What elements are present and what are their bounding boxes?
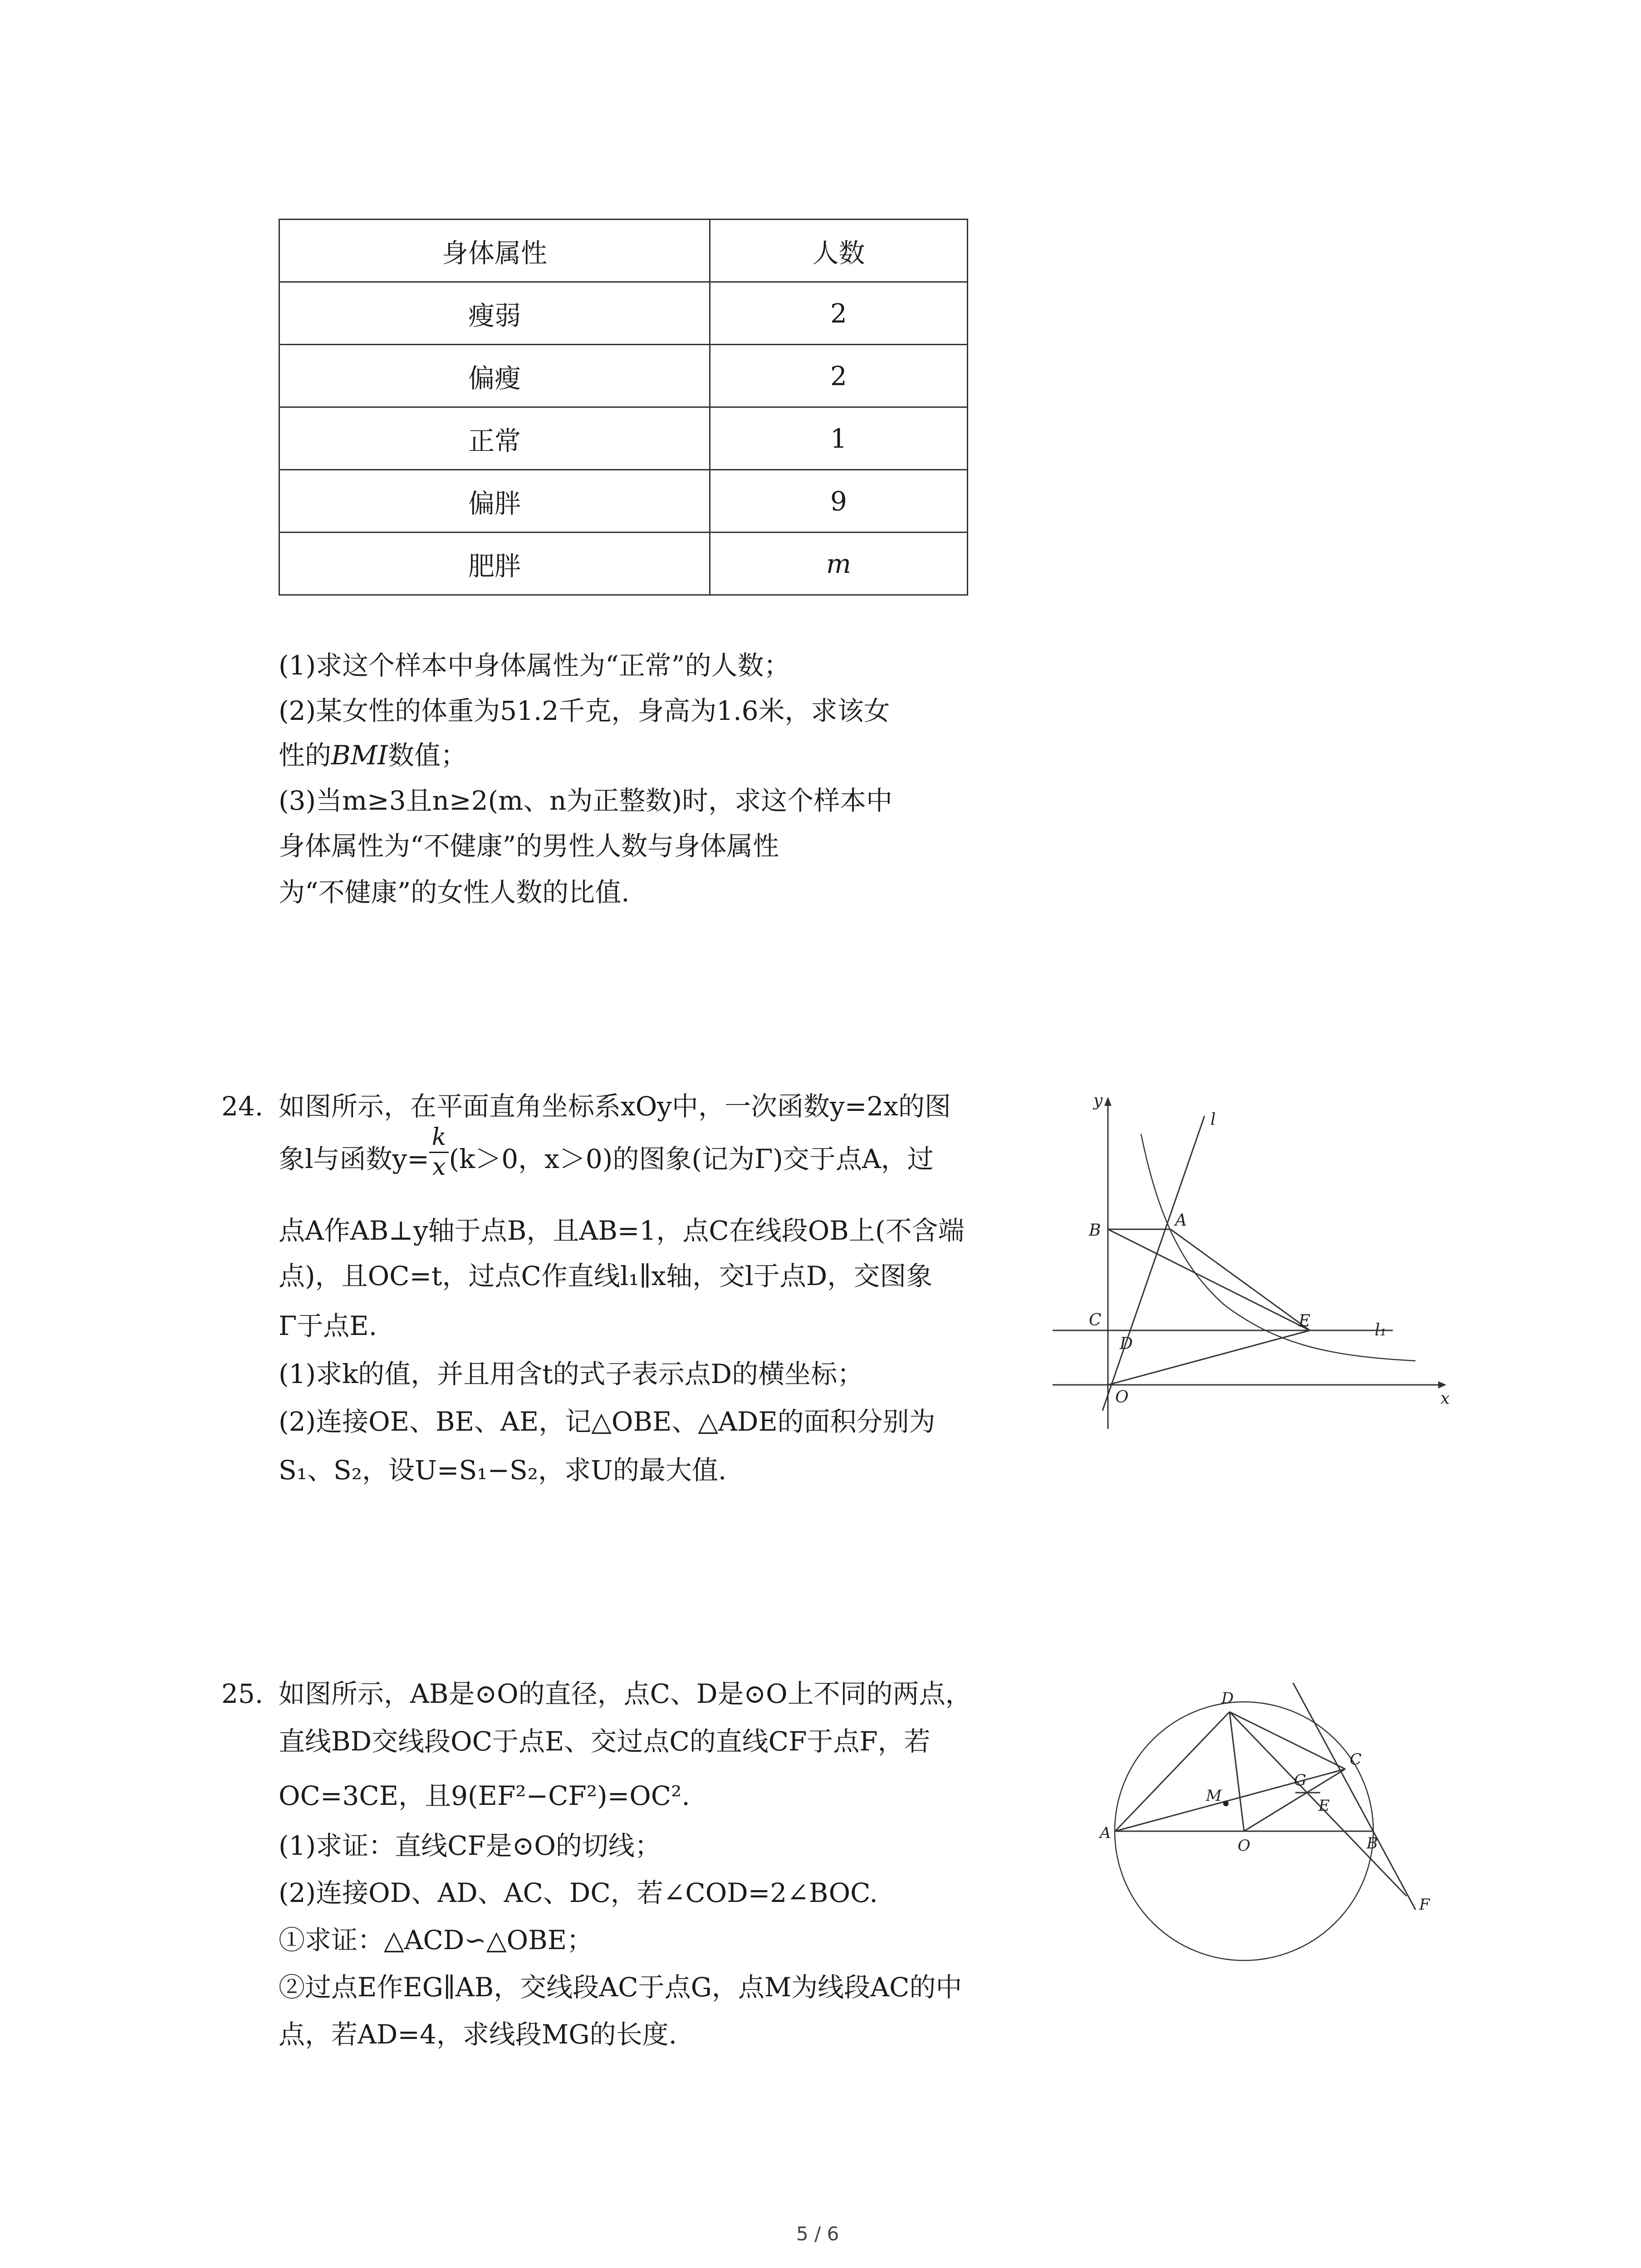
q24-number: 24.	[221, 1091, 264, 1122]
q23-text: 数值；	[387, 740, 467, 771]
label-c: C	[1350, 1750, 1362, 1769]
segment-dc	[1230, 1712, 1345, 1769]
q23-part2-line2	[279, 740, 467, 771]
q24-line2	[279, 1124, 934, 1181]
body-attribute-table	[279, 219, 968, 596]
table-header-attr: 身体属性	[279, 220, 710, 282]
q25-line4: (1)求证：直线CF是⊙O的切线；	[279, 1830, 661, 1861]
q23-part3-line2: 身体属性为“不健康”的男性人数与身体属性	[279, 831, 779, 861]
q24-fraction	[429, 1125, 449, 1179]
label-e: E	[1318, 1797, 1330, 1815]
y-axis-arrow-icon	[1104, 1097, 1112, 1106]
table-row	[279, 282, 968, 345]
line-l	[1102, 1116, 1205, 1411]
q24-line4: 点)，且OC=t，过点C作直线l₁∥x轴，交l于点D，交图象	[279, 1261, 933, 1291]
segment-ae	[1171, 1229, 1310, 1330]
q24-text: 象l与函数y=	[279, 1144, 429, 1175]
fraction-denominator: x	[432, 1153, 446, 1181]
label-d: D	[1221, 1689, 1234, 1707]
table-cell-count: 9	[710, 470, 968, 533]
q25-line7: ②过点E作EG∥AB，交线段AC于点G，点M为线段AC的中	[279, 1972, 962, 2003]
segment-oe	[1108, 1330, 1310, 1385]
q24-line6: (1)求k的值，并且用含t的式子表示点D的横坐标；	[279, 1359, 864, 1389]
q24-line1: 如图所示，在平面直角坐标系xOy中，一次函数y=2x的图	[279, 1091, 951, 1122]
q23-part3-line3: 为“不健康”的女性人数的比值.	[279, 877, 630, 908]
label-o: O	[1115, 1388, 1129, 1407]
label-o: O	[1238, 1837, 1250, 1855]
q23-part3-line1: (3)当m≥3且n≥2(m、n为正整数)时，求这个样本中	[279, 785, 893, 816]
label-y: y	[1093, 1091, 1103, 1110]
label-e: E	[1298, 1312, 1311, 1330]
q25-line6: ①求证：△ACD∽△OBE；	[279, 1925, 593, 1955]
table-header-count: 人数	[710, 220, 968, 282]
table-cell-attr: 正常	[279, 407, 710, 470]
q24-text: (k＞0，x＞0)的图象(记为Γ)交于点A，过	[449, 1144, 934, 1175]
table-cell-count: 2	[710, 282, 968, 345]
segment-ad	[1115, 1712, 1230, 1831]
table-row	[279, 345, 968, 407]
table-cell-count: 2	[710, 345, 968, 407]
q23-part2-line1: (2)某女性的体重为51.2千克，身高为1.6米，求该女	[279, 695, 890, 726]
label-b: B	[1089, 1221, 1101, 1240]
q25-line2: 直线BD交线段OC于点E、交过点C的直线CF于点F，若	[279, 1726, 931, 1757]
label-a: A	[1100, 1824, 1111, 1842]
table-cell-attr: 瘦弱	[279, 282, 710, 345]
table-row	[279, 470, 968, 533]
line-bdf	[1230, 1712, 1406, 1896]
q23-bmi-var: BMI	[331, 740, 388, 771]
q25-line5: (2)连接OD、AD、AC、DC，若∠COD=2∠BOC.	[279, 1877, 878, 1908]
q25-line3: OC=3CE，且9(EF²−CF²)=OC².	[279, 1780, 690, 1811]
point-m-dot	[1223, 1801, 1229, 1806]
table-cell-attr: 偏瘦	[279, 345, 710, 407]
q24-line7: (2)连接OE、BE、AE，记△OBE、△ADE的面积分别为	[279, 1406, 936, 1437]
table-cell-count: 1	[710, 407, 968, 470]
label-x: x	[1440, 1389, 1450, 1408]
q23-part1: (1)求这个样本中身体属性为“正常”的人数；	[279, 650, 790, 681]
q24-coordinate-figure	[1034, 1084, 1461, 1438]
label-g: G	[1294, 1771, 1307, 1789]
segment-ac	[1115, 1769, 1345, 1831]
label-b: B	[1367, 1834, 1378, 1853]
page-number: 5 / 6	[796, 2223, 839, 2245]
q25-line1: 如图所示，AB是⊙O的直径，点C、D是⊙O上不同的两点，	[279, 1678, 972, 1709]
q25-circle-figure	[1093, 1674, 1456, 1973]
x-axis-arrow-icon	[1438, 1381, 1446, 1388]
label-d: D	[1120, 1334, 1133, 1353]
table-row	[279, 533, 968, 595]
q24-line5: Γ于点E.	[279, 1310, 377, 1341]
table-header-row	[279, 220, 968, 282]
q25-line8: 点，若AD=4，求线段MG的长度.	[279, 2019, 677, 2050]
label-l: l	[1210, 1110, 1216, 1129]
q24-line3: 点A作AB⊥y轴于点B，且AB=1，点C在线段OB上(不含端	[279, 1215, 965, 1246]
table-cell-attr: 偏胖	[279, 470, 710, 533]
label-a: A	[1175, 1211, 1187, 1230]
table-cell-variable: m	[826, 548, 851, 579]
label-l1: l₁	[1375, 1321, 1386, 1339]
fraction-numerator: k	[429, 1125, 449, 1153]
segment-be	[1108, 1229, 1310, 1330]
label-m: M	[1206, 1787, 1222, 1805]
label-f: F	[1419, 1896, 1430, 1914]
q24-line8: S₁、S₂，设U=S₁−S₂，求U的最大值.	[279, 1455, 727, 1486]
q25-number: 25.	[221, 1678, 264, 1709]
q23-text: 性的	[279, 740, 332, 771]
table-row	[279, 407, 968, 470]
table-cell-attr: 肥胖	[279, 533, 710, 595]
table-cell-count	[710, 533, 968, 595]
label-c: C	[1089, 1311, 1102, 1330]
segment-od	[1230, 1712, 1244, 1831]
